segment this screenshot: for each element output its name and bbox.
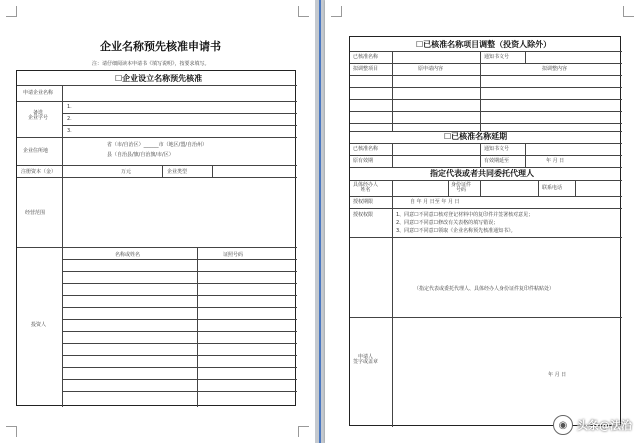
type-label: 企业类型	[167, 169, 188, 175]
id-copy-note: （指定代表或委托代理人、具体经办人身份证件复印件粘贴处）	[414, 286, 555, 292]
applicant-label: 申请企业名称	[23, 90, 54, 96]
notice-no-label: 通知书文号	[484, 54, 510, 60]
crop-mark	[623, 6, 634, 17]
approved-name-label: 已核准名称	[353, 54, 379, 60]
section-heading-agent: 指定代表或者共同委托代理人	[430, 169, 534, 178]
crop-mark	[298, 6, 309, 17]
auth-period-label: 授权期限	[353, 199, 374, 205]
watermark	[553, 415, 632, 435]
alt-name-2: 2.	[67, 116, 72, 122]
alt-name-3: 3.	[67, 128, 72, 134]
phone-label: 联系电话	[542, 185, 563, 191]
col-name-header: 名称或姓名	[115, 252, 141, 258]
auth-option-1: 1、同意☐不同意☐核对登记材料中的复印件并签署核对意见；	[396, 212, 534, 218]
address-line-1: 省（市/自治区）______市（地区/盟/自治州）	[107, 142, 208, 148]
investor-label: 投资人	[31, 322, 47, 328]
sign-date: 年 月 日	[548, 372, 567, 378]
id-no-label: 身份证件 号码	[451, 182, 472, 193]
auth-period-value: 自 年 月 日至 年 月 日	[410, 199, 460, 205]
crop-mark	[331, 6, 342, 17]
auth-scope-label: 授权权限	[353, 212, 374, 218]
toutiao-icon: ◉	[553, 415, 573, 435]
alt-names-label: 备选 企业字号	[27, 110, 48, 121]
form-table	[16, 70, 296, 406]
new-valid-date: 年 月 日	[546, 158, 565, 164]
form-note: 注：请仔细阅读本申请书《填写说明》，按要求填写。	[92, 61, 210, 67]
orig-content-label: 原申请内容	[418, 66, 444, 72]
scope-label: 经营范围	[25, 210, 46, 216]
watermark-text: 头条@法治	[577, 419, 632, 432]
orig-valid-label: 原有效期	[353, 158, 374, 164]
new-valid-label: 有效期延至	[484, 158, 510, 164]
item-label: 拟调整项目	[353, 66, 379, 72]
section-heading: ☐企业设立名称预先核准	[115, 74, 203, 83]
document-page-right	[325, 0, 640, 443]
auth-option-2: 2、同意☐不同意☐修改有关表格的填写错误；	[396, 220, 499, 226]
form-table-right	[349, 36, 621, 426]
document-page-left	[0, 0, 315, 443]
section-heading-adjust: ☐已核准名称项目调整（投资人除外）	[416, 40, 552, 49]
notice-no-label-2: 通知书文号	[484, 146, 510, 152]
new-content-label: 拟调整内容	[542, 66, 568, 72]
address-line-2: 县（自治县/旗/自治旗/市/区）	[107, 152, 174, 158]
crop-mark	[6, 6, 17, 17]
approved-name-label-2: 已核准名称	[353, 146, 379, 152]
capital-unit: 万元	[121, 169, 132, 175]
applicant-sign-label: 申请人 签字或盖章	[353, 354, 379, 365]
section-heading-extend: ☐已核准名称延期	[444, 132, 508, 141]
crop-mark	[6, 426, 17, 437]
address-label: 企业住所地	[23, 148, 49, 154]
alt-name-1: 1.	[67, 104, 72, 110]
form-title: 企业名称预先核准申请书	[100, 40, 221, 53]
capital-label: 注册资本（金）	[21, 169, 57, 175]
auth-option-3: 3、同意☐不同意☐领取《企业名称预先核准通知书》。	[396, 228, 516, 234]
page-gap	[315, 0, 325, 443]
agent-name-label: 具体经办人 姓名	[353, 182, 379, 193]
col-id-header: 证照号码	[223, 252, 244, 258]
crop-mark	[298, 426, 309, 437]
